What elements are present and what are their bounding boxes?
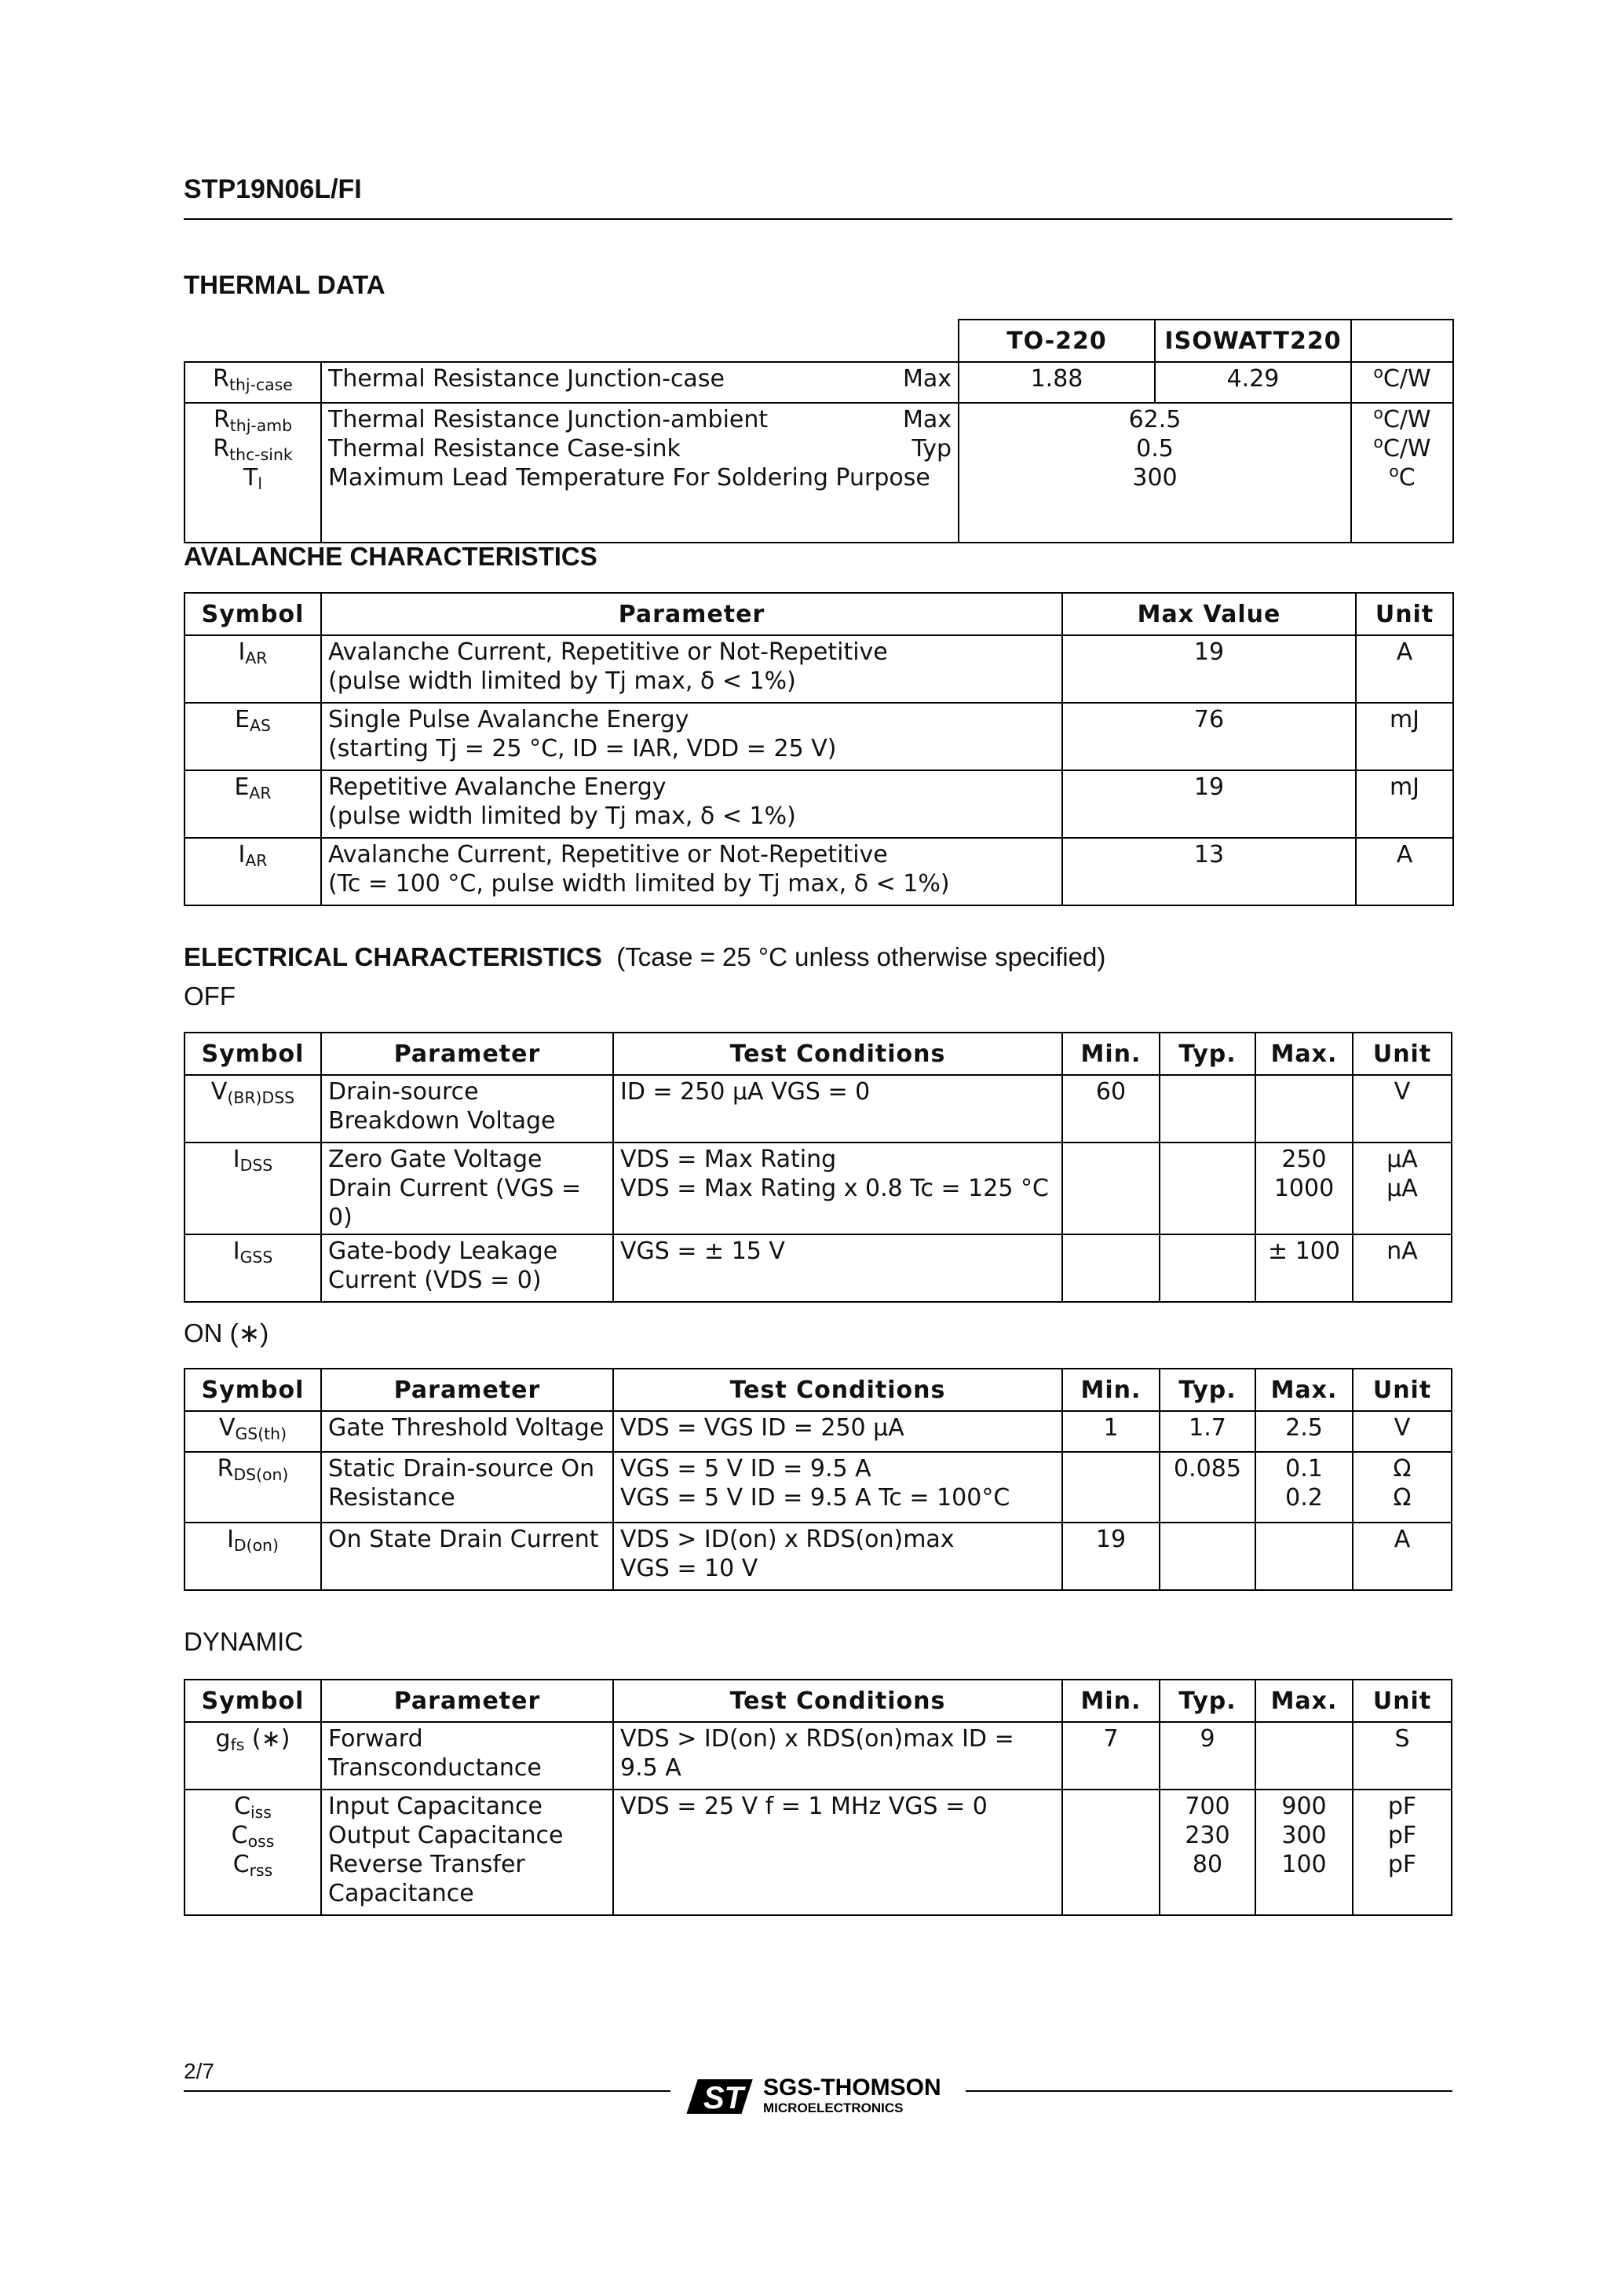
part-number: STP19N06L/FI xyxy=(184,174,362,204)
table-row: $V_{GS(th)}$ Gate Threshold Voltage VDS = VGS ID = 250 µA 1 1.7 2.5 V xyxy=(184,1411,1452,1452)
table-row: $g_{fs}$ (∗) Forward Transconductance VDS > ID(on) x RDS(on)max ID = 9.5 A 7 9 S xyxy=(184,1722,1452,1790)
col-unit: Unit xyxy=(1353,1369,1452,1411)
col-min: Min. xyxy=(1062,1369,1160,1411)
table-row: $I_{AR}$ Avalanche Current, Repetitive or Not-Repetitive (pulse width limited by Tj max, δ < 1%) 19 A xyxy=(184,635,1453,703)
thermal-row: $R_{thj-case}$ Thermal Resistance Junction-case Max 1.88 4.29 $^o$C/W xyxy=(184,362,1453,403)
col-min: Min. xyxy=(1062,1033,1160,1075)
electrical-condition: (Tcase = 25 °C unless otherwise specified) xyxy=(616,942,1106,971)
svg-text:ST: ST xyxy=(703,2081,744,2115)
svg-text:SGS-THOMSON: SGS-THOMSON xyxy=(763,2075,941,2100)
col-symbol: Symbol xyxy=(184,1033,321,1075)
page-number: 2/7 xyxy=(184,2059,214,2083)
dynamic-label: DYNAMIC xyxy=(184,1627,304,1656)
col-test-conditions: Test Conditions xyxy=(613,1033,1062,1075)
col-parameter: Parameter xyxy=(321,1680,613,1722)
table-row: $R_{DS(on)}$ Static Drain-source On Resistance VGS = 5 V ID = 9.5 A VGS = 5 V ID = 9.5 A Tc = 100°C 0.085 0.1 0.2 Ω Ω xyxy=(184,1452,1452,1523)
col-typ: Typ. xyxy=(1160,1033,1255,1075)
col-parameter: Parameter xyxy=(321,593,1062,635)
thermal-col-to220: TO-220 xyxy=(959,320,1155,362)
col-max: Max. xyxy=(1255,1680,1353,1722)
col-parameter: Parameter xyxy=(321,1369,613,1411)
on-table xyxy=(184,1368,1452,1591)
footer-rule-left xyxy=(184,2090,670,2092)
st-logo-icon xyxy=(685,2071,952,2117)
header-rule xyxy=(184,218,1452,220)
avalanche-table xyxy=(184,592,1454,906)
table-row: $V_{(BR)DSS}$ Drain-source Breakdown Voltage ID = 250 µA VGS = 0 60 V xyxy=(184,1075,1452,1143)
thermal-header-unit-blank xyxy=(1351,320,1453,362)
on-label: ON (∗) xyxy=(184,1318,269,1347)
table-row: $I_{D(on)}$ On State Drain Current VDS > ID(on) x RDS(on)max VGS = 10 V 19 A xyxy=(184,1523,1452,1590)
table-row: $E_{AR}$ Repetitive Avalanche Energy (pulse width limited by Tj max, δ < 1%) 19 mJ xyxy=(184,770,1453,838)
table-row: $I_{AR}$ Avalanche Current, Repetitive or Not-Repetitive (Tc = 100 °C, pulse width limited by Tj max, δ < 1%) 13 A xyxy=(184,838,1453,905)
avalanche-title: AVALANCHE CHARACTERISTICS xyxy=(184,542,597,571)
col-symbol: Symbol xyxy=(184,1680,321,1722)
col-test-conditions: Test Conditions xyxy=(613,1369,1062,1411)
col-typ: Typ. xyxy=(1160,1369,1255,1411)
table-row: $C_{iss}$ $C_{oss}$ $C_{rss}$ Input Capacitance Output Capacitance Reverse Transfer Capacitance VDS = 25 V f = 1 MHz VGS = 0 700 230 80 900 300 100 pF pF pF xyxy=(184,1790,1452,1915)
off-label: OFF xyxy=(184,982,236,1011)
col-symbol: Symbol xyxy=(184,1369,321,1411)
col-max: Max. xyxy=(1255,1033,1353,1075)
table-row: $I_{DSS}$ Zero Gate Voltage Drain Current (VGS = 0) VDS = Max Rating VDS = Max Rating x 0.8 Tc = 125 °C 250 1000 µA µA xyxy=(184,1143,1452,1234)
col-parameter: Parameter xyxy=(321,1033,613,1075)
footer-rule-right xyxy=(966,2090,1452,2092)
thermal-title: THERMAL DATA xyxy=(184,270,385,299)
table-row: $E_{AS}$ Single Pulse Avalanche Energy (starting Tj = 25 °C, ID = IAR, VDD = 25 V) 76 mJ xyxy=(184,703,1453,770)
sgs-thomson-logo xyxy=(685,2071,952,2117)
off-table xyxy=(184,1032,1452,1303)
thermal-table xyxy=(184,319,1454,543)
col-test-conditions: Test Conditions xyxy=(613,1680,1062,1722)
thermal-row: $R_{thj-amb}$ $R_{thc-sink}$ $T_l$ Thermal Resistance Junction-ambient Max Thermal Resistance Case-sink Typ Maximum Lead Temperature For Soldering Purpose 62.5 0.5 300 $^o$C/W $^o$C/W $^o$C xyxy=(184,403,1453,543)
col-unit: Unit xyxy=(1353,1680,1452,1722)
col-unit: Unit xyxy=(1356,593,1453,635)
thermal-header-blank xyxy=(184,320,959,362)
col-symbol: Symbol xyxy=(184,593,321,635)
col-max-value: Max Value xyxy=(1062,593,1356,635)
col-unit: Unit xyxy=(1353,1033,1452,1075)
thermal-col-isowatt: ISOWATT220 xyxy=(1155,320,1351,362)
col-typ: Typ. xyxy=(1160,1680,1255,1722)
col-max: Max. xyxy=(1255,1369,1353,1411)
electrical-title: ELECTRICAL CHARACTERISTICS (Tcase = 25 °C unless otherwise specified) xyxy=(184,942,1106,971)
svg-text:MICROELECTRONICS: MICROELECTRONICS xyxy=(763,2100,904,2115)
table-row: $I_{GSS}$ Gate-body Leakage Current (VDS = 0) VGS = ± 15 V ± 100 nA xyxy=(184,1234,1452,1302)
col-min: Min. xyxy=(1062,1680,1160,1722)
dynamic-table xyxy=(184,1679,1452,1916)
